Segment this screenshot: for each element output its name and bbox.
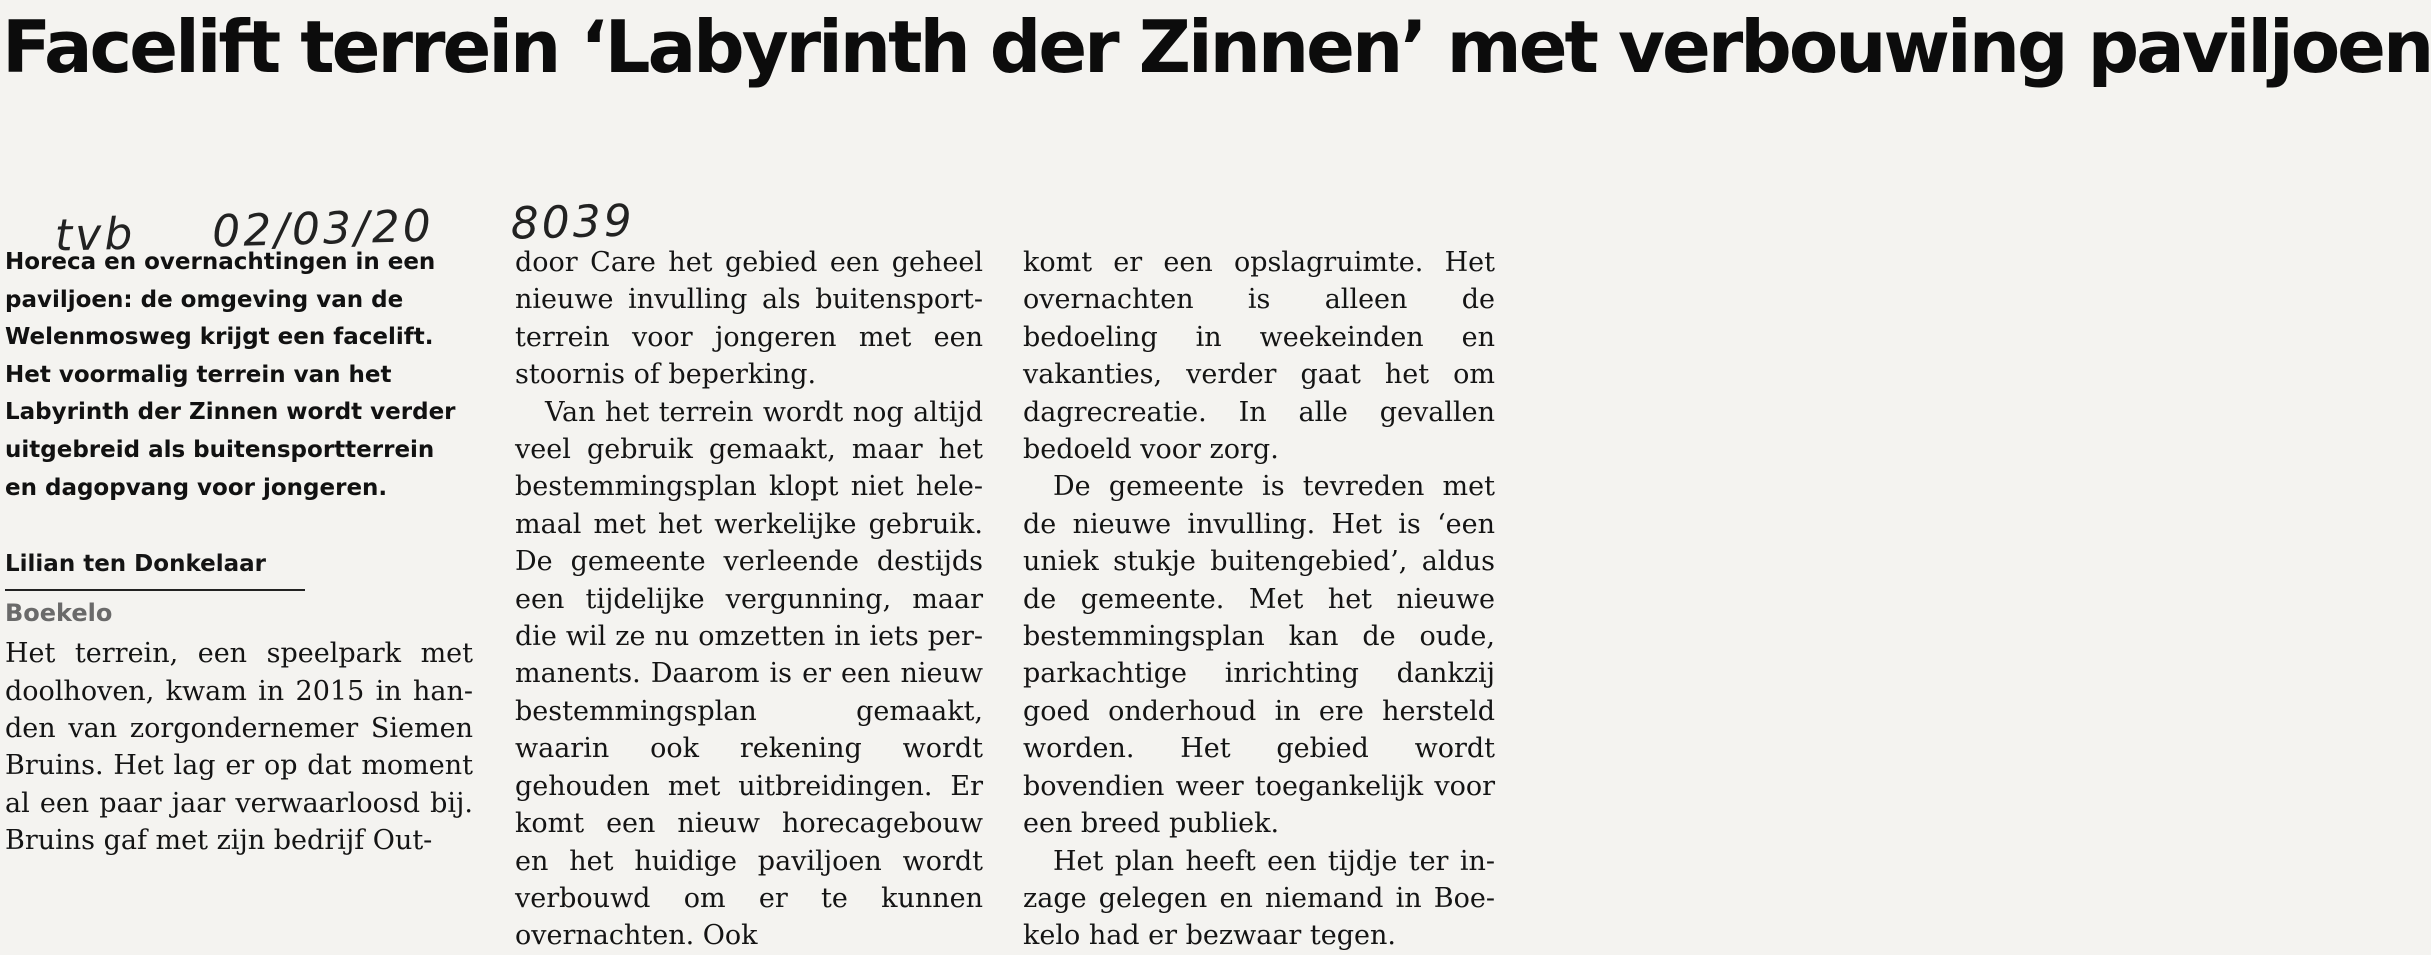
body-paragraph: Het terrein, een speelpark met doolhoven, kwam in 2015 in handen van zorgondernemer Siemen Bruins. Het lag er op dat moment al een paar jaar verwaarloosd bij. Bruins gaf met zijn bedrijf Out- xyxy=(5,638,473,857)
body-paragraph: door Care het gebied een geheel nieuwe invulling als buitensportterrein voor jongeren met een stoornis of beperking. xyxy=(515,247,983,391)
article-dateline: Boekelo xyxy=(5,599,113,628)
handwritten-date: 02/03/20 xyxy=(211,200,435,258)
article-column-3 xyxy=(1023,244,1495,955)
body-paragraph: komt er een opslagruimte. Het overnachten is alleen de bedoeling in weekeinden en vakanties, verder gaat het om dagrecreatie. In alle gevallen bedoeld voor zorg. xyxy=(1023,247,1495,466)
byline-divider xyxy=(5,589,305,591)
article-column-2 xyxy=(515,244,983,955)
article-column-1 xyxy=(5,244,473,860)
body-paragraph: De gemeente is tevreden met de nieuwe invulling. Het is ‘een uniek stukje buitengebied’, aldus de gemeente. Met het nieuwe bestemmingsplan kan de oude, parkachtige inrichting dankzij goed onderhoud in ere hersteld worden. Het gebied wordt bovendien weer toegankelijk voor een breed publiek. xyxy=(1023,471,1495,840)
body-paragraph: Het plan heeft een tijdje ter inzage gelegen en niemand in Boekelo had er bezwaar tegen. xyxy=(1023,845,1495,952)
article-byline: Lilian ten Donkelaar xyxy=(5,551,266,578)
article-lead: Horeca en overnachtingen in een paviljoen: de omgeving van de Welenmosweg krijgt een facelift. Het voormalig terrein van het Labyrinth der Zinnen wordt verder uitgebreid als buitensportterrein en dagopvang voor jongeren. xyxy=(5,249,456,501)
article-headline: Facelift terrein ‘Labyrinth der Zinnen’ met verbouwing paviljoen xyxy=(2,5,2431,89)
body-paragraph: Van het terrein wordt nog altijd veel gebruik gemaakt, maar het bestemmingsplan klopt niet helemaal met het werkelijke gebruik. De gemeente verleende destijds een tijdelijke vergunning, maar die wil ze nu omzetten in iets permanents. Daarom is er een nieuw bestemmingsplan gemaakt, waarin ook rekening wordt gehouden met uitbreidingen. Er komt een nieuw horecagebouw en het huidige paviljoen wordt verbouwd om er te kunnen overnachten. Ook xyxy=(515,396,983,952)
handwritten-source: tvb xyxy=(54,208,136,262)
handwritten-number: 8039 xyxy=(510,195,636,250)
